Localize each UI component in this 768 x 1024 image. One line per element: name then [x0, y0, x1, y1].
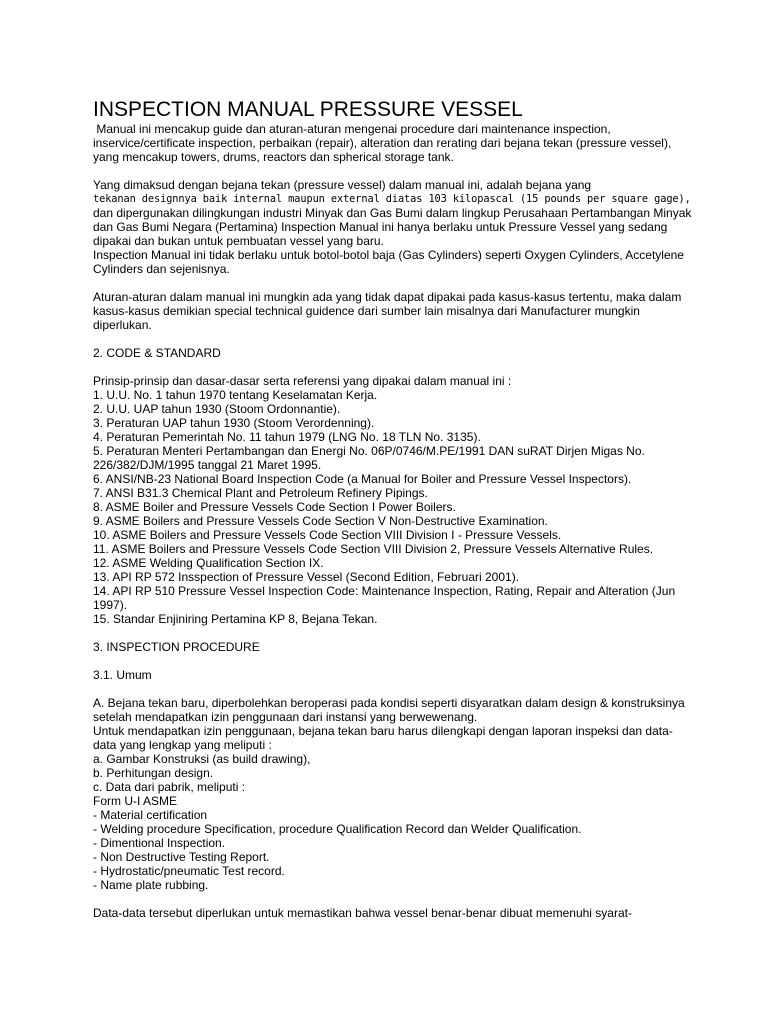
- spacer: [93, 360, 693, 374]
- definition-line-4: Inspection Manual ini tidak berlaku untuk botol-botol baja (Gas Cylinders) seperti Oxygen Cylinders, Accetylene Cylinders dan sejenisnya.: [93, 248, 684, 276]
- section-2-heading: 2. CODE & STANDARD: [93, 346, 221, 360]
- spacer: [93, 332, 693, 346]
- document-title: INSPECTION MANUAL PRESSURE VESSEL: [93, 98, 523, 121]
- list-item: 3. Peraturan UAP tahun 1930 (Stoom Verordenning).: [93, 416, 375, 430]
- list-item: - Material certification: [93, 808, 208, 822]
- list-item: 10. ASME Boilers and Pressure Vessels Code Section VIII Division I - Pressure Vessels.: [93, 528, 562, 542]
- list-item: c. Data dari pabrik, meliputi :: [93, 780, 246, 794]
- spacer: [93, 654, 693, 668]
- definition-line-2: tekanan designnya baik internal maupun external diatas 103 kilopascal (15 pounds per square gage),: [93, 193, 691, 205]
- list-item: - Name plate rubbing.: [93, 878, 209, 892]
- closing-paragraph: Data-data tersebut diperlukan untuk memastikan bahwa vessel benar-benar dibuat memenuhi syarat-: [93, 906, 632, 920]
- list-item: b. Perhitungan design.: [93, 766, 214, 780]
- section-2-intro: Prinsip-prinsip dan dasar-dasar serta referensi yang dipakai dalam manual ini :: [93, 374, 512, 388]
- list-item: 14. API RP 510 Pressure Vessel Inspection Code: Maintenance Inspection, Rating, Repair and Alteration (Jun 1997).: [93, 584, 676, 612]
- list-item: 15. Standar Enjiniring Pertamina KP 8, Bejana Tekan.: [93, 612, 378, 626]
- list-item: 8. ASME Boiler and Pressure Vessels Code Section I Power Boilers.: [93, 500, 456, 514]
- requirements-list: [93, 752, 693, 892]
- spacer: [93, 682, 693, 696]
- list-item: - Dimentional Inspection.: [93, 836, 226, 850]
- document-page: [93, 98, 693, 920]
- section-3-heading: 3. INSPECTION PROCEDURE: [93, 640, 260, 654]
- list-item: 12. ASME Welding Qualification Section IX.: [93, 556, 324, 570]
- section-3-1-heading: 3.1. Umum: [93, 668, 152, 682]
- spacer: [93, 892, 693, 906]
- rules-paragraph: Aturan-aturan dalam manual ini mungkin ada yang tidak dapat dipakai pada kasus-kasus tertentu, maka dalam kasus-kasus demikian special technical guidence dari sumber lain misalnya dari Manufacturer mungkin diperlukan.: [93, 290, 682, 332]
- list-item: 9. ASME Boilers and Pressure Vessels Code Section V Non-Destructive Examination.: [93, 514, 548, 528]
- definition-line-1: Yang dimaksud dengan bejana tekan (pressure vessel) dalam manual ini, adalah bejana yang: [93, 178, 592, 192]
- definition-line-3: dan dipergunakan dilingkungan industri Minyak dan Gas Bumi dalam lingkup Perusahaan Pertambangan Minyak dan Gas Bumi Negara (Pertamina) Inspection Manual ini hanya berlaku untuk Pressure Vessel yang sedang dipakai dan bukan untuk pembuatan vessel yang baru.: [93, 206, 692, 248]
- spacer: [93, 626, 693, 640]
- list-item: 6. ANSI/NB-23 National Board Inspection Code (a Manual for Boiler and Pressure Vessel Inspectors).: [93, 472, 632, 486]
- intro-paragraph: Manual ini mencakup guide dan aturan-aturan mengenai procedure dari maintenance inspection, inservice/certificate inspection, perbaikan (repair), alteration dan rerating dari bejana tekan (pressure vessel), yang mencakup towers, drums, reactors dan spherical storage tank.: [93, 122, 675, 164]
- list-item: 5. Peraturan Menteri Pertambangan dan Energi No. 06P/0746/M.PE/1991 DAN suRAT Dirjen Migas No. 226/382/DJM/1995 tanggal 21 Maret 1995.: [93, 444, 645, 472]
- list-item: a. Gambar Konstruksi (as build drawing),: [93, 752, 311, 766]
- section-a-paragraph: A. Bejana tekan baru, diperbolehkan beroperasi pada kondisi seperti disyaratkan dalam design & konstruksinya setelah mendapatkan izin penggunaan dari instansi yang berwewenang.: [93, 696, 685, 724]
- definition-paragraph: [93, 178, 693, 276]
- section-a-requirements-intro: Untuk mendapatkan izin penggunaan, bejana tekan baru harus dilengkapi dengan laporan inspeksi dan data-data yang lengkap yang meliputi :: [93, 724, 673, 752]
- list-item: 7. ANSI B31.3 Chemical Plant and Petroleum Refinery Pipings.: [93, 486, 428, 500]
- list-item: 11. ASME Boilers and Pressure Vessels Code Section VIII Division 2, Pressure Vessels Alternative Rules.: [93, 542, 654, 556]
- list-item: 1. U.U. No. 1 tahun 1970 tentang Keselamatan Kerja.: [93, 388, 378, 402]
- list-item: 2. U.U. UAP tahun 1930 (Stoom Ordonnantie).: [93, 402, 341, 416]
- standards-list: [93, 388, 693, 626]
- spacer: [93, 276, 693, 290]
- list-item: - Hydrostatic/pneumatic Test record.: [93, 864, 285, 878]
- spacer: [93, 164, 693, 178]
- list-item: 4. Peraturan Pemerintah No. 11 tahun 1979 (LNG No. 18 TLN No. 3135).: [93, 430, 481, 444]
- list-item: - Welding procedure Specification, procedure Qualification Record dan Welder Qualification.: [93, 822, 582, 836]
- list-item: - Non Destructive Testing Report.: [93, 850, 270, 864]
- list-item: Form U-I ASME: [93, 794, 178, 808]
- list-item: 13. API RP 572 Insspection of Pressure Vessel (Second Edition, Februari 2001).: [93, 570, 520, 584]
